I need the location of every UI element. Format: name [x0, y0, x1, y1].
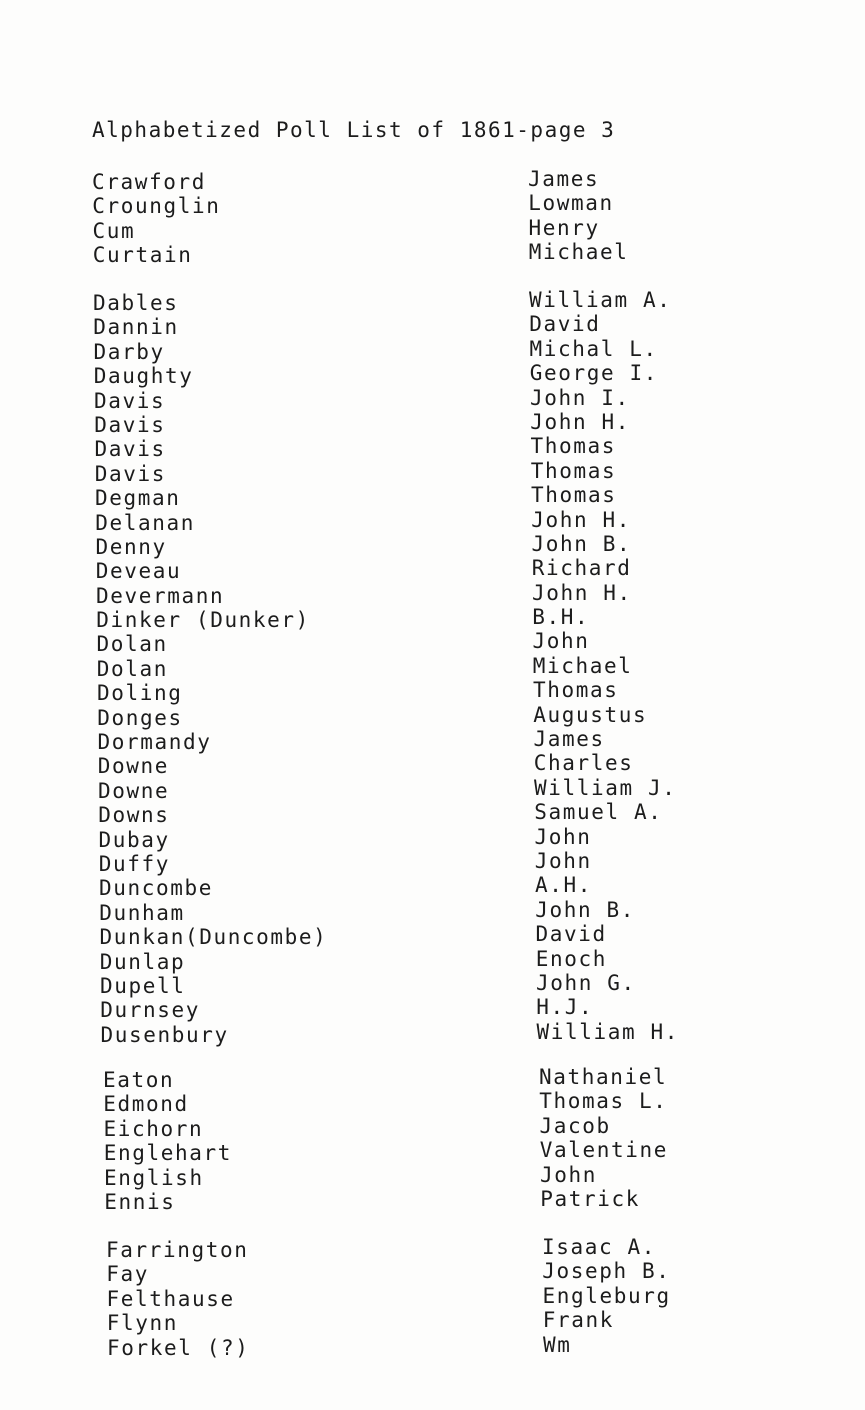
list-row: [99, 946, 800, 974]
surname: English: [104, 1165, 204, 1190]
given-name: John H.: [530, 409, 630, 434]
given-name: Frank: [542, 1308, 614, 1333]
given-name: James: [528, 167, 600, 191]
surname: Duffy: [98, 851, 170, 876]
list-row: [94, 385, 794, 413]
list-row: [106, 1283, 807, 1311]
given-name: William J.: [534, 775, 677, 800]
list-row: [92, 191, 792, 219]
surname: Edmond: [103, 1092, 189, 1117]
given-name: John: [540, 1162, 597, 1187]
surname: Dolan: [96, 656, 168, 681]
surname: Felthause: [106, 1286, 235, 1311]
surname: Darby: [93, 339, 165, 364]
list-row: [92, 215, 793, 243]
surname: Deveau: [95, 559, 182, 584]
list-row: [100, 970, 800, 998]
surname: Forkel (?): [107, 1335, 250, 1360]
surname-group-f: [106, 1235, 806, 1360]
given-name: John B.: [535, 897, 635, 922]
given-name: Michael: [528, 240, 629, 265]
surname: Dinker (Dunker): [96, 608, 310, 633]
surname: Dables: [93, 291, 179, 315]
given-name: H.J.: [536, 995, 594, 1020]
surname: Englehart: [103, 1141, 232, 1166]
list-row: [95, 556, 796, 584]
given-name: William A.: [529, 288, 672, 312]
given-name: Thomas: [531, 483, 617, 508]
given-name: John: [534, 824, 592, 849]
surname: Dubay: [98, 827, 170, 852]
list-row: [94, 458, 795, 486]
list-row: [95, 507, 795, 535]
surname: Downs: [98, 803, 170, 828]
list-row: [104, 1186, 804, 1214]
given-name: George I.: [529, 361, 658, 386]
given-name: John B.: [531, 531, 632, 556]
given-name: B.H.: [532, 605, 590, 630]
given-name: Valentine: [539, 1138, 668, 1163]
surname: Dunlap: [99, 949, 186, 974]
given-name: Michael: [532, 653, 633, 678]
given-name: John H.: [531, 507, 631, 532]
given-name: Nathaniel: [539, 1065, 668, 1089]
given-name: Henry: [528, 215, 600, 240]
surname: Dunham: [99, 900, 185, 925]
given-name: Samuel A.: [534, 800, 663, 825]
surname: Degman: [95, 486, 181, 511]
list-row: [100, 1019, 801, 1047]
surname: Flynn: [106, 1311, 178, 1336]
given-name: John I.: [530, 385, 630, 410]
list-row: [93, 336, 794, 364]
list-row: [100, 995, 800, 1023]
surname: Davis: [94, 412, 166, 437]
given-name: Thomas: [530, 434, 616, 459]
surname: Delanan: [95, 510, 195, 535]
list-row: [99, 897, 799, 925]
given-name: John G.: [536, 970, 636, 995]
given-name: John: [534, 848, 592, 873]
list-row: [92, 240, 793, 268]
list-row: [99, 873, 799, 901]
given-name: John: [532, 629, 590, 654]
list-row: [94, 434, 795, 462]
list-row: [97, 727, 798, 755]
given-name: Enoch: [535, 946, 607, 971]
surname: Dannin: [93, 315, 179, 340]
list-row: [96, 653, 797, 681]
surname: Ennis: [104, 1189, 176, 1214]
list-row: [106, 1235, 806, 1262]
list-row: [95, 531, 796, 559]
given-name: Augustus: [533, 702, 648, 727]
given-name: Charles: [533, 751, 634, 776]
list-row: [98, 800, 798, 828]
surname: Davis: [94, 461, 166, 486]
surname: Durnsey: [100, 998, 200, 1023]
given-name: John H.: [532, 580, 632, 605]
list-row: [93, 361, 794, 389]
surname: Dupell: [100, 973, 186, 998]
surname: Downe: [97, 754, 169, 779]
surname-group-d: [93, 288, 793, 1047]
list-row: [103, 1089, 803, 1117]
list-row: [96, 605, 796, 633]
surname: Denny: [95, 534, 167, 559]
list-row: [97, 751, 798, 779]
surname: Crawford: [92, 170, 206, 194]
list-row: [92, 167, 792, 194]
given-name: Michal L.: [529, 336, 658, 361]
list-row: [98, 824, 799, 852]
surname: Dusenbury: [100, 1022, 229, 1047]
surname: Davis: [94, 437, 166, 462]
given-name: William H.: [536, 1019, 679, 1044]
list-row: [106, 1259, 806, 1287]
surname: Donges: [97, 705, 183, 730]
given-name: Thomas: [530, 458, 617, 483]
surname: Eaton: [103, 1068, 175, 1092]
surname: Farrington: [106, 1238, 249, 1262]
surname: Eichorn: [103, 1116, 204, 1141]
list-row: [99, 922, 800, 950]
page-title: Alphabetized Poll List of 1861-page 3: [92, 118, 616, 142]
list-row: [103, 1138, 804, 1166]
given-name: David: [529, 312, 601, 337]
list-row: [103, 1065, 803, 1092]
surname: Devermann: [96, 583, 225, 608]
given-name: Joseph B.: [542, 1259, 671, 1284]
surname: Crounglin: [92, 194, 221, 219]
given-name: Wm: [543, 1332, 572, 1357]
list-row: [106, 1308, 807, 1336]
surname: Doling: [97, 681, 183, 706]
list-row: [103, 1113, 804, 1141]
surname: Daughty: [93, 364, 194, 389]
given-name: David: [535, 922, 607, 947]
given-name: Thomas: [533, 678, 619, 703]
given-name: Patrick: [540, 1186, 640, 1211]
surname: Downe: [98, 778, 170, 803]
surname: Curtain: [92, 243, 193, 268]
list-row: [98, 848, 799, 876]
list-row: [95, 483, 795, 511]
given-name: Engleburg: [542, 1283, 671, 1308]
surname: Davis: [94, 388, 166, 413]
list-row: [104, 1162, 804, 1190]
given-name: Richard: [531, 556, 632, 581]
list-row: [94, 409, 794, 437]
list-row: [96, 580, 796, 608]
given-name: Isaac A.: [542, 1235, 656, 1259]
given-name: Lowman: [528, 191, 614, 216]
surname: Duncombe: [99, 876, 213, 901]
list-row: [97, 702, 797, 730]
surname: Cum: [92, 218, 136, 243]
list-row: [98, 775, 798, 803]
given-name: A.H.: [535, 873, 592, 898]
given-name: Jacob: [539, 1113, 611, 1138]
list-row: [93, 288, 793, 315]
surname: Dormandy: [97, 730, 212, 755]
surname: Dunkan(Duncombe): [99, 925, 328, 950]
list-row: [97, 678, 797, 706]
surname-group-c: [92, 167, 792, 268]
given-name: Thomas L.: [539, 1089, 668, 1114]
surname: Fay: [106, 1262, 149, 1287]
list-row: [96, 629, 797, 657]
surname-group-e: [103, 1065, 803, 1214]
list-row: [93, 312, 793, 340]
list-row: [107, 1332, 807, 1360]
surname: Dolan: [96, 632, 168, 657]
given-name: James: [533, 727, 605, 752]
